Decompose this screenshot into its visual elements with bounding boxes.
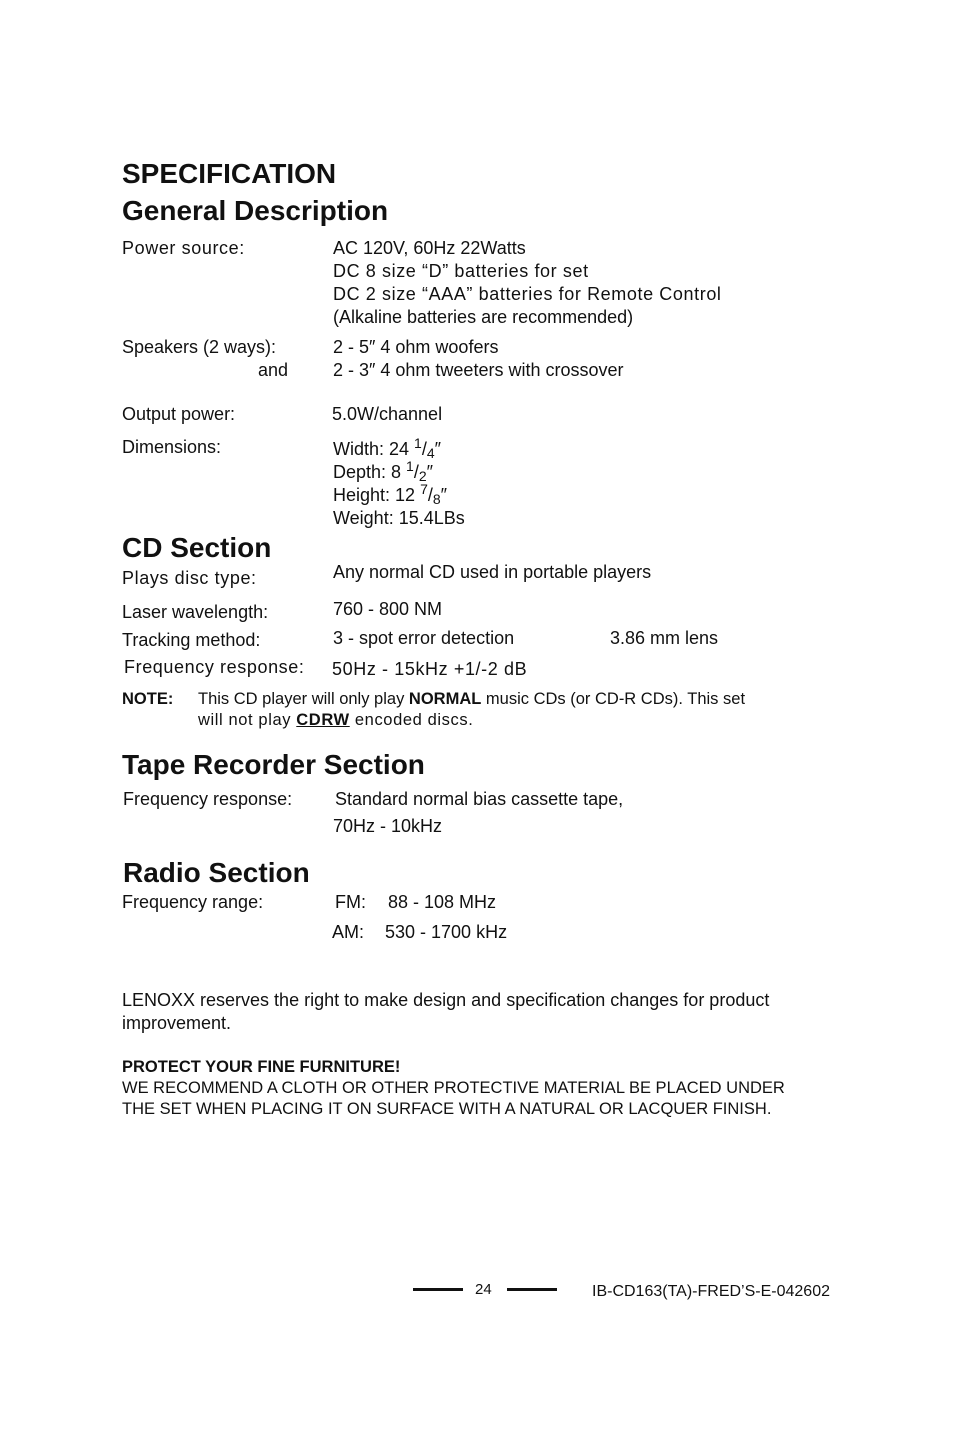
cd-frequency-label: Frequency response: <box>124 657 305 677</box>
fm-band-label: FM: <box>335 892 366 912</box>
height-prefix: Height: 12 <box>333 485 421 505</box>
laser-wavelength-label: Laser wavelength: <box>122 602 269 622</box>
width-prefix: Width: 24 <box>333 439 415 459</box>
radio-range-label: Frequency range: <box>122 892 264 912</box>
power-line: DC 8 size “D” batteries for set <box>333 261 589 281</box>
speakers-line: 2 - 3″ 4 ohm tweeters with crossover <box>333 360 624 380</box>
tape-frequency-line: Standard normal bias cassette tape, <box>335 789 624 809</box>
footer-rule-left <box>413 1288 463 1291</box>
tracking-lens-value: 3.86 mm lens <box>610 628 719 648</box>
note-text: This CD player will only play <box>198 690 409 708</box>
disclaimer-line: LENOXX reserves the right to make design and specification changes for product <box>122 990 770 1010</box>
note-text: encoded discs. <box>349 711 474 729</box>
speakers-line: 2 - 5″ 4 ohm woofers <box>333 337 499 357</box>
power-line: (Alkaline batteries are recommended) <box>333 307 634 327</box>
disc-type-value: Any normal CD used in portable players <box>333 562 652 582</box>
dimensions-label: Dimensions: <box>122 437 222 457</box>
tape-frequency-line: 70Hz - 10kHz <box>333 816 443 836</box>
laser-wavelength-value: 760 - 800 NM <box>333 599 443 619</box>
power-source-label: Power source: <box>122 238 245 258</box>
note-text-2 <box>198 711 473 730</box>
note-text-1 <box>198 690 745 709</box>
inch-mark: ″ <box>440 485 448 505</box>
depth-value: Depth: 8 $^1$/2″ <box>333 458 434 484</box>
tracking-method-label: Tracking method: <box>122 630 261 650</box>
document-code: IB-CD163(TA)-FRED’S-E-042602 <box>592 1283 830 1300</box>
weight-value: Weight: 15.4LBs <box>333 508 465 528</box>
power-line: AC 120V, 60Hz 22Watts <box>333 238 526 258</box>
am-range-value: 530 - 1700 kHz <box>385 922 508 942</box>
inch-mark: ″ <box>426 462 434 482</box>
am-band-label: AM: <box>332 922 365 942</box>
note-normal-emphasis: NORMAL <box>408 690 482 708</box>
tracking-method-value: 3 - spot error detection <box>333 628 515 648</box>
speakers-label: Speakers (2 ways): <box>122 337 277 357</box>
footer-rule-right <box>507 1288 557 1291</box>
height-value: Height: 12 $^7$/8″ <box>333 481 448 507</box>
protect-line: THE SET WHEN PLACING IT ON SURFACE WITH A NATURAL OR LACQUER FINISH. <box>122 1100 772 1118</box>
depth-denominator: 2 <box>418 468 427 484</box>
width-value: Width: 24 $^1$/4″ <box>333 435 442 461</box>
cd-section-heading: CD Section <box>122 532 272 563</box>
note-line-1 <box>122 690 173 709</box>
width-denominator: 4 <box>426 445 435 461</box>
tape-frequency-label: Frequency response: <box>123 789 293 809</box>
power-line: DC 2 size “AAA” batteries for Remote Control <box>333 284 722 304</box>
tape-section-heading: Tape Recorder Section <box>122 749 425 780</box>
cd-frequency-value: 50Hz - 15kHz +1/-2 dB <box>332 659 528 679</box>
page-title: SPECIFICATION <box>122 158 337 189</box>
note-text: music CDs (or CD-R CDs). This set <box>481 690 746 708</box>
depth-prefix: Depth: 8 <box>333 462 407 482</box>
inch-mark: ″ <box>434 439 442 459</box>
depth-numerator: 1 <box>406 458 414 474</box>
speakers-and-label: and <box>258 360 289 380</box>
output-power-label: Output power: <box>122 404 236 424</box>
fm-range-value: 88 - 108 MHz <box>388 892 497 912</box>
disc-type-label: Plays disc type: <box>122 568 257 588</box>
height-numerator: 7 <box>420 481 428 497</box>
note-text: will not play <box>198 711 297 729</box>
width-numerator: 1 <box>414 435 422 451</box>
general-description-heading: General Description <box>122 195 389 226</box>
note-label: NOTE: <box>122 690 174 708</box>
note-cdrw-emphasis: CDRW <box>296 711 350 729</box>
radio-section-heading: Radio Section <box>123 857 310 888</box>
disclaimer-line: improvement. <box>122 1013 232 1033</box>
protect-heading: PROTECT YOUR FINE FURNITURE! <box>122 1058 401 1076</box>
height-denominator: 8 <box>432 491 441 507</box>
protect-line: WE RECOMMEND A CLOTH OR OTHER PROTECTIVE MATERIAL BE PLACED UNDER <box>122 1079 785 1097</box>
page-number: 24 <box>475 1281 492 1298</box>
output-power-value: 5.0W/channel <box>332 404 443 424</box>
